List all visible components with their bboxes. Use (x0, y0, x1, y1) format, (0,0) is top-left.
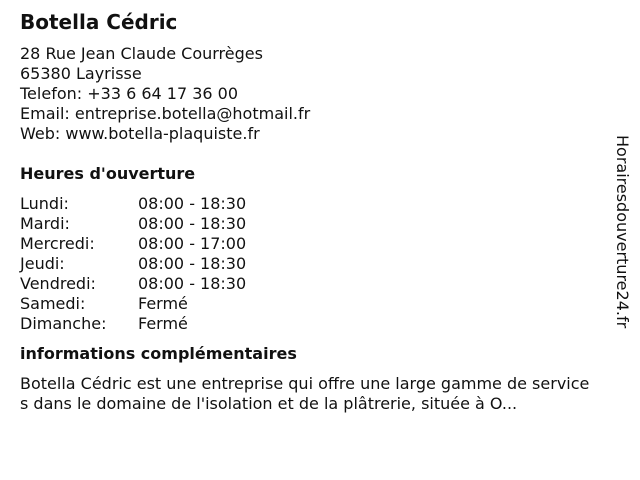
address-street: 28 Rue Jean Claude Courrèges (20, 44, 263, 63)
business-card (20, 8, 600, 414)
website-line: Web: www.botella-plaquiste.fr (20, 124, 260, 143)
watermark-text: Horairesdouverture24.fr (613, 135, 632, 329)
description-text: Botella Cédric est une entreprise qui offre une large gamme de services dans le domaine de l'isolation et de la plâtrerie, située à O... (20, 374, 590, 413)
hours-time: Fermé (138, 314, 188, 333)
hours-time: 08:00 - 18:30 (138, 214, 247, 233)
hours-row (20, 294, 246, 314)
hours-day: Lundi: (20, 194, 69, 213)
hours-day: Vendredi: (20, 274, 96, 293)
hours-time: 08:00 - 18:30 (138, 194, 247, 213)
business-name: Botella Cédric (20, 10, 178, 34)
hours-day: Dimanche: (20, 314, 107, 333)
hours-time: Fermé (138, 294, 188, 313)
hours-row (20, 314, 246, 334)
address-city: 65380 Layrisse (20, 64, 142, 83)
hours-day: Mardi: (20, 214, 70, 233)
phone-line: Telefon: +33 6 64 17 36 00 (20, 84, 239, 103)
hours-time: 08:00 - 18:30 (138, 254, 247, 273)
hours-day: Mercredi: (20, 234, 95, 253)
opening-hours-heading: Heures d'ouverture (20, 164, 196, 183)
additional-info-heading: informations complémentaires (20, 344, 297, 363)
hours-row (20, 234, 246, 254)
hours-row (20, 254, 246, 274)
contact-block (20, 44, 600, 144)
hours-day: Samedi: (20, 294, 86, 313)
additional-info-section (20, 344, 600, 414)
hours-day: Jeudi: (20, 254, 65, 273)
opening-hours-table (20, 194, 246, 334)
hours-row (20, 194, 246, 214)
hours-row (20, 214, 246, 234)
hours-time: 08:00 - 17:00 (138, 234, 247, 253)
opening-hours-section (20, 164, 600, 334)
hours-time: 08:00 - 18:30 (138, 274, 247, 293)
email-line: Email: entreprise.botella@hotmail.fr (20, 104, 311, 123)
hours-row (20, 274, 246, 294)
